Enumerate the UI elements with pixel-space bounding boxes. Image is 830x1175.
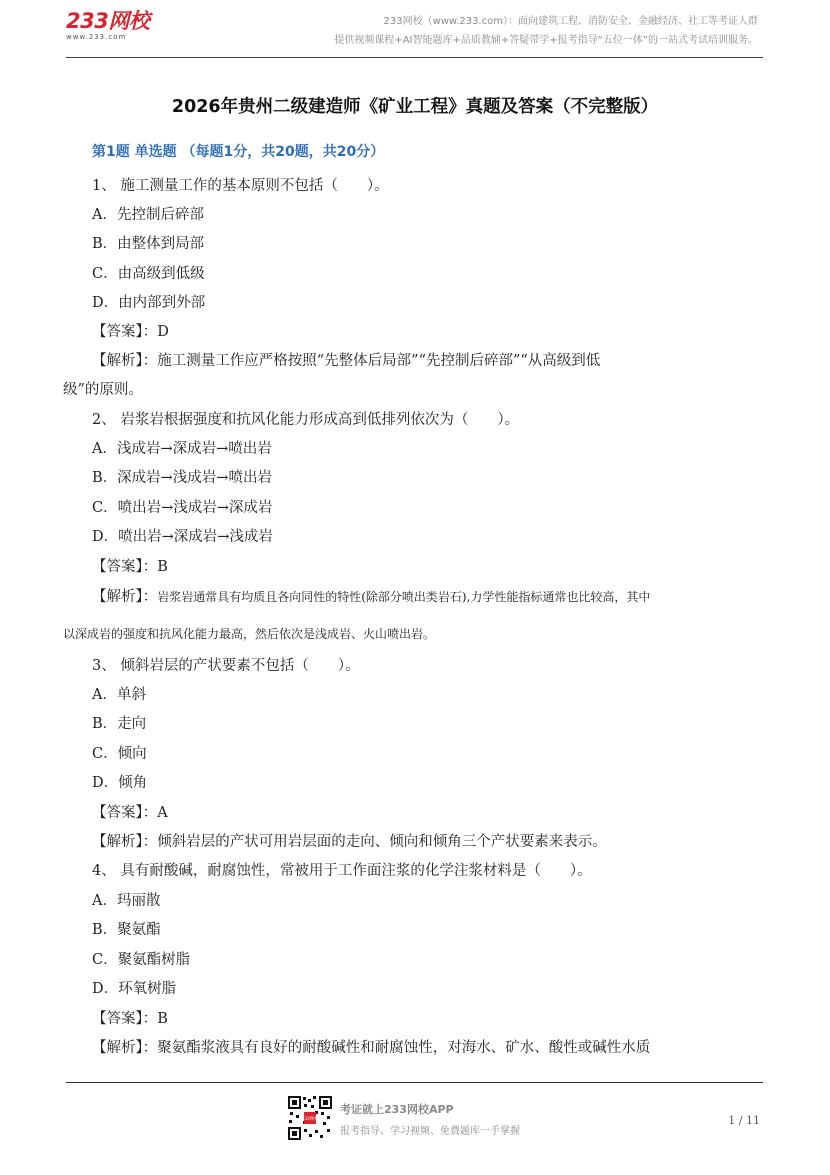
answer: 【答案】：A	[92, 805, 168, 821]
qr-center-label: 233网校	[301, 1117, 319, 1122]
header-line-1: 233网校（www.233.com）：面向建筑工程、消防安全、金融经济、社工等考证人群	[383, 16, 758, 27]
option-c: C．喷出岩→浅成岩→深成岩	[92, 500, 273, 516]
header-divider	[66, 57, 763, 58]
option-a: A．浅成岩→深成岩→喷出岩	[92, 441, 272, 457]
question-stem: 1、 施工测量工作的基本原则不包括（ ）。	[92, 178, 389, 194]
analysis-line-2: 以深成岩的强度和抗风化能力最高，然后依次是浅成岩、火山喷出岩。	[63, 627, 436, 641]
option-c: C．由高级到低级	[92, 266, 205, 282]
option-a: A．玛丽散	[92, 893, 161, 909]
document-title: 2026年贵州二级建造师《矿业工程》真题及答案（不完整版）	[171, 97, 659, 117]
qr-code-icon[interactable]	[287, 1095, 333, 1141]
footer-divider	[66, 1082, 763, 1083]
page-number: 1 / 11	[728, 1114, 760, 1127]
answer: 【答案】：B	[92, 1011, 168, 1027]
header-line-2: 提供视频课程+AI智能题库+品质教辅+答疑带学+报考指导“五位一体”的一站式考试培训服务。	[334, 35, 758, 46]
question-stem: 3、 倾斜岩层的产状要素不包括（ ）。	[92, 658, 360, 674]
footer-subtitle: 报考指导、学习视频、免费题库一手掌握	[340, 1126, 520, 1137]
option-d: D．喷出岩→深成岩→浅成岩	[92, 529, 273, 545]
option-b: B．走向	[92, 716, 147, 732]
analysis-line-1: 【解析】：聚氨酯浆液具有良好的耐酸碱性和耐腐蚀性，对海水、矿水、酸性或碱性水质	[92, 1040, 651, 1056]
option-a: A．先控制后碎部	[92, 207, 204, 223]
answer: 【答案】：D	[92, 324, 169, 340]
option-c: C．倾向	[92, 746, 147, 762]
option-c: C．聚氨酯树脂	[92, 952, 191, 968]
logo-url: www.233.com	[66, 33, 127, 41]
answer: 【答案】：B	[92, 559, 168, 575]
analysis-line-2: 级”的原则。	[63, 382, 143, 398]
logo-text: 233网校	[66, 9, 150, 33]
question-stem: 2、 岩浆岩根据强度和抗风化能力形成高到低排列依次为（ ）。	[92, 412, 520, 428]
analysis-line-1: 【解析】：倾斜岩层的产状可用岩层面的走向、倾向和倾角三个产状要素来表示。	[92, 834, 607, 850]
analysis-label: 【解析】：	[92, 589, 158, 605]
footer-title: 考证就上233网校APP	[340, 1103, 454, 1116]
option-b: B．由整体到局部	[92, 236, 205, 252]
option-d: D．由内部到外部	[92, 295, 206, 311]
analysis-text: 岩浆岩通常具有均质且各向同性的特性(除部分喷出类岩石),力学性能指标通常也比较高，其中	[157, 590, 651, 604]
header-tagline	[334, 12, 758, 50]
page-header	[0, 0, 830, 62]
analysis-line-1: 【解析】：施工测量工作应严格按照“先整体后局部”“先控制后碎部”“从高级到低	[92, 353, 601, 369]
option-b: B．深成岩→浅成岩→喷出岩	[92, 470, 272, 486]
question-stem: 4、 具有耐酸碱，耐腐蚀性，常被用于工作面注浆的化学注浆材料是（ ）。	[92, 863, 592, 879]
option-d: D．环氧树脂	[92, 981, 177, 997]
analysis-line-1	[92, 585, 650, 606]
option-b: B．聚氨酯	[92, 922, 161, 938]
option-a: A．单斜	[92, 687, 146, 703]
option-d: D．倾角	[92, 775, 148, 791]
section-heading: 第1题 单选题 （每题1分，共20题，共20分）	[92, 144, 385, 160]
brand-logo[interactable]	[66, 10, 149, 41]
